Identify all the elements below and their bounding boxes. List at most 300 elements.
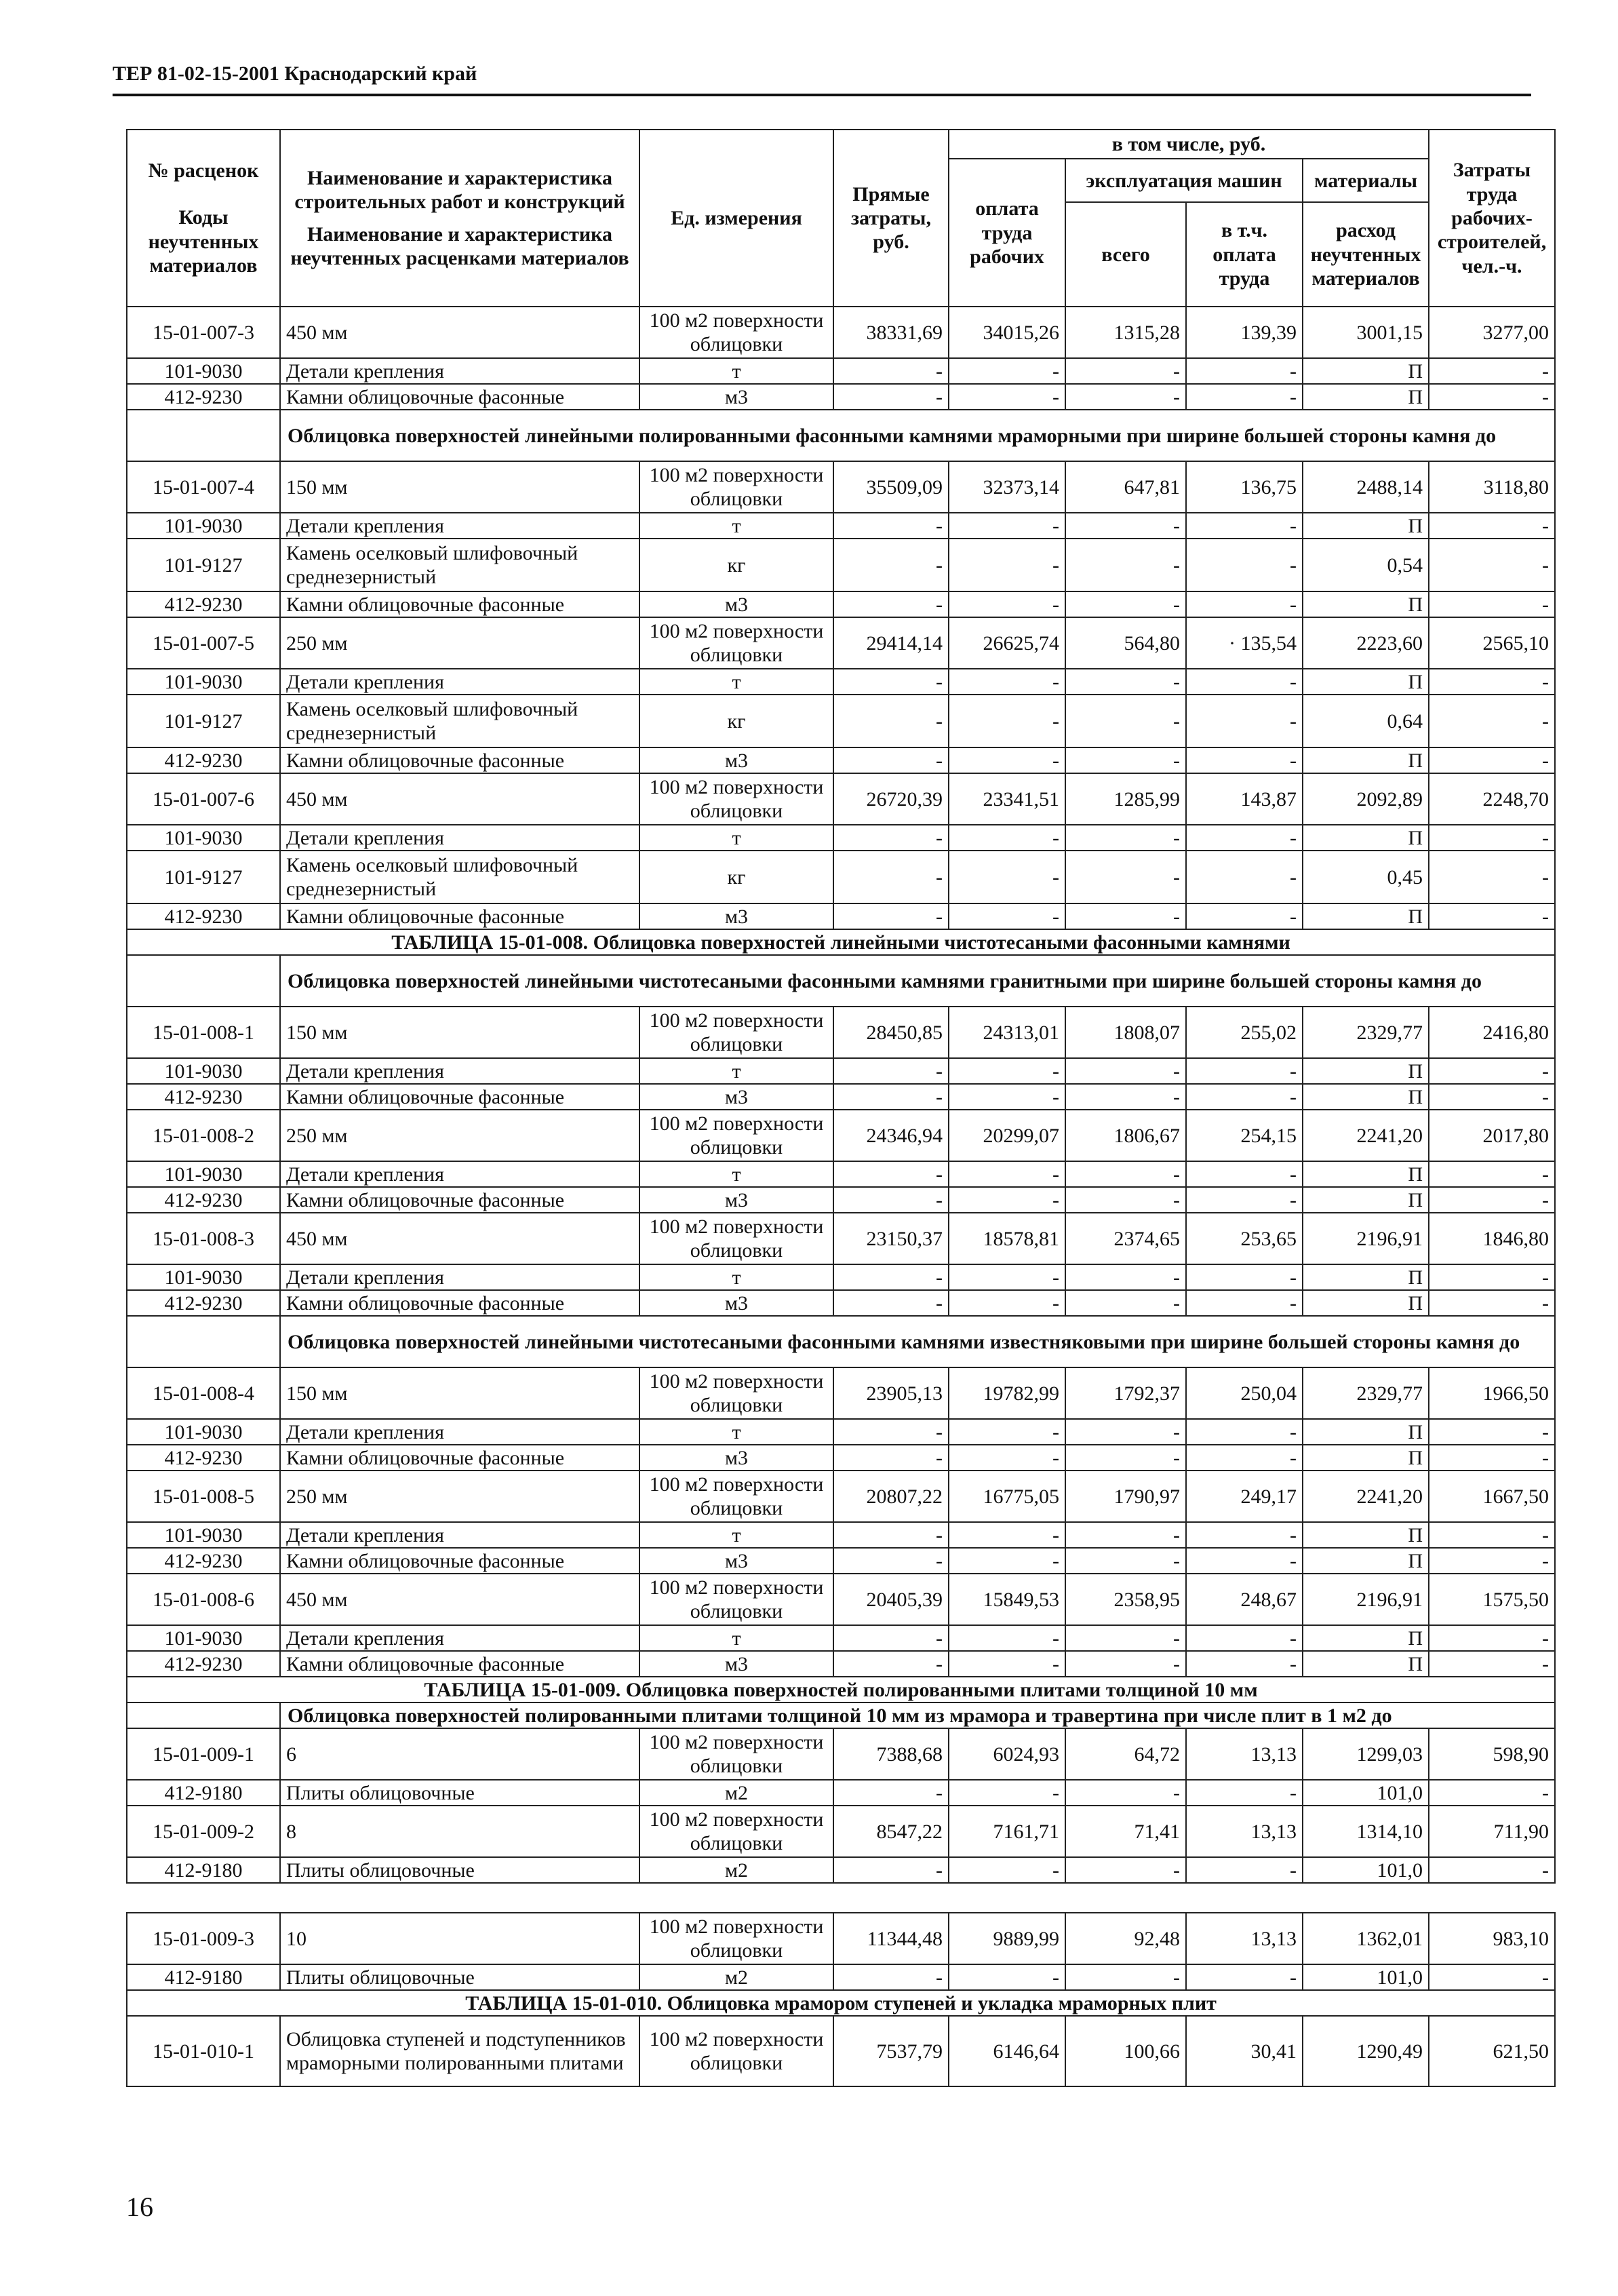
row-wages: - (949, 358, 1065, 384)
row-code: 101-9127 (127, 539, 280, 591)
rate-row (127, 1213, 1555, 1264)
col-materials-top: материалы (1303, 159, 1429, 202)
row-labor: - (1429, 539, 1555, 591)
row-direct-cost: 29414,14 (833, 617, 949, 669)
rate-row (127, 1806, 1555, 1857)
row-unit: 100 м2 поверхности облицовки (639, 1471, 833, 1522)
row-labor: - (1429, 851, 1555, 903)
row-wages: - (949, 1187, 1065, 1213)
col-name-top: Наименование и характеристика строительных работ и конструкций (294, 166, 625, 214)
row-materials: 0,45 (1303, 851, 1429, 903)
row-machines-wages: - (1186, 1290, 1303, 1316)
row-code: 101-9127 (127, 851, 280, 903)
row-labor: - (1429, 1964, 1555, 1990)
row-unit: м3 (639, 1084, 833, 1110)
row-unit: м2 (639, 1857, 833, 1883)
row-unit: т (639, 358, 833, 384)
row-machines-wages: 13,13 (1186, 1913, 1303, 1964)
row-code: 15-01-007-3 (127, 307, 280, 358)
row-code: 412-9230 (127, 747, 280, 773)
group-row (127, 1702, 1555, 1728)
table-caption: ТАБЛИЦА 15-01-008. Облицовка поверхностей линейными чистотесаными фасонными камнями (127, 929, 1555, 955)
row-unit: 100 м2 поверхности облицовки (639, 307, 833, 358)
row-unit: м3 (639, 1651, 833, 1677)
row-machines-wages: 30,41 (1186, 2016, 1303, 2086)
material-row (127, 1161, 1555, 1187)
row-wages: - (949, 669, 1065, 695)
row-machines-total: - (1065, 1161, 1186, 1187)
material-row (127, 695, 1555, 747)
row-name: Камни облицовочные фасонные (280, 1084, 639, 1110)
row-machines-total: 647,81 (1065, 461, 1186, 513)
row-labor: - (1429, 591, 1555, 617)
row-labor: 3118,80 (1429, 461, 1555, 513)
row-machines-wages: · 135,54 (1186, 617, 1303, 669)
row-labor: 983,10 (1429, 1913, 1555, 1964)
row-wages: 15849,53 (949, 1574, 1065, 1625)
row-direct-cost: 23150,37 (833, 1213, 949, 1264)
row-name: Камни облицовочные фасонные (280, 1651, 639, 1677)
rate-row (127, 1913, 1555, 1964)
row-machines-total: 1285,99 (1065, 773, 1186, 825)
row-name: 10 (280, 1913, 639, 1964)
row-labor: - (1429, 1625, 1555, 1651)
page-number: 16 (126, 2192, 153, 2222)
row-unit: т (639, 1264, 833, 1290)
row-code: 15-01-008-6 (127, 1574, 280, 1625)
row-unit: т (639, 669, 833, 695)
material-row (127, 591, 1555, 617)
row-direct-cost: 23905,13 (833, 1367, 949, 1419)
row-unit: м3 (639, 1290, 833, 1316)
row-machines-total: - (1065, 825, 1186, 851)
row-machines-total: - (1065, 539, 1186, 591)
row-name: Плиты облицовочные (280, 1857, 639, 1883)
row-wages: 6024,93 (949, 1728, 1065, 1780)
row-name: Камень оселковый шлифовочный среднезернистый (280, 539, 639, 591)
row-labor: - (1429, 513, 1555, 539)
row-machines-wages: - (1186, 747, 1303, 773)
row-machines-wages: 249,17 (1186, 1471, 1303, 1522)
row-machines-total: - (1065, 384, 1186, 410)
row-materials: П (1303, 1264, 1429, 1290)
row-machines-total: 1315,28 (1065, 307, 1186, 358)
row-code: 412-9230 (127, 1445, 280, 1471)
group-heading: Облицовка поверхностей линейными полированными фасонными камнями мраморными при ширине большей стороны камня до (280, 410, 1555, 461)
row-labor: 3277,00 (1429, 307, 1555, 358)
header-rule (113, 94, 1531, 96)
row-unit: м3 (639, 1548, 833, 1574)
row-labor: 598,90 (1429, 1728, 1555, 1780)
row-name: Камни облицовочные фасонные (280, 1290, 639, 1316)
col-code-header (127, 130, 280, 307)
rate-row (127, 307, 1555, 358)
rates-table-wrap (126, 129, 1554, 2087)
row-machines-total: - (1065, 1964, 1186, 1990)
row-materials: 101,0 (1303, 1780, 1429, 1806)
material-row (127, 1625, 1555, 1651)
row-labor: - (1429, 903, 1555, 929)
row-machines-total: 64,72 (1065, 1728, 1186, 1780)
row-direct-cost: 20807,22 (833, 1471, 949, 1522)
row-materials: П (1303, 358, 1429, 384)
row-name: Детали крепления (280, 1264, 639, 1290)
row-labor: 2248,70 (1429, 773, 1555, 825)
row-labor: - (1429, 695, 1555, 747)
row-machines-total: - (1065, 1058, 1186, 1084)
row-labor: - (1429, 1522, 1555, 1548)
row-machines-wages: - (1186, 1651, 1303, 1677)
row-labor: - (1429, 1187, 1555, 1213)
material-row (127, 539, 1555, 591)
row-labor: - (1429, 747, 1555, 773)
row-wages: 7161,71 (949, 1806, 1065, 1857)
row-machines-total: - (1065, 1625, 1186, 1651)
row-materials: 2241,20 (1303, 1471, 1429, 1522)
group-heading: Облицовка поверхностей линейными чистотесаными фасонными камнями известняковыми при ширине большей стороны камня до (280, 1316, 1555, 1367)
row-machines-wages: - (1186, 539, 1303, 591)
rate-row (127, 1007, 1555, 1058)
group-heading: Облицовка поверхностей полированными плитами толщиной 10 мм из мрамора и травертина при числе плит в 1 м2 до (280, 1702, 1555, 1728)
row-machines-wages: - (1186, 669, 1303, 695)
row-direct-cost: - (833, 591, 949, 617)
row-wages: - (949, 1290, 1065, 1316)
row-machines-wages: - (1186, 695, 1303, 747)
row-code: 15-01-009-2 (127, 1806, 280, 1857)
col-code-bottom: Коды неучтенных материалов (148, 206, 259, 277)
row-name: 450 мм (280, 1574, 639, 1625)
row-unit: 100 м2 поверхности облицовки (639, 1574, 833, 1625)
col-unit-header: Ед. измерения (639, 130, 833, 307)
row-code: 101-9030 (127, 1419, 280, 1445)
row-unit: м2 (639, 1964, 833, 1990)
row-machines-wages: - (1186, 1419, 1303, 1445)
row-direct-cost: - (833, 1857, 949, 1883)
row-labor: - (1429, 358, 1555, 384)
row-materials: 2196,91 (1303, 1574, 1429, 1625)
row-direct-cost: 38331,69 (833, 307, 949, 358)
rate-row (127, 2016, 1555, 2086)
row-wages: 19782,99 (949, 1367, 1065, 1419)
row-materials: 2241,20 (1303, 1110, 1429, 1161)
material-row (127, 669, 1555, 695)
row-wages: 23341,51 (949, 773, 1065, 825)
row-wages: - (949, 513, 1065, 539)
row-wages: - (949, 1548, 1065, 1574)
row-name: 150 мм (280, 461, 639, 513)
row-code: 412-9180 (127, 1964, 280, 1990)
row-name: Детали крепления (280, 1625, 639, 1651)
material-row (127, 1290, 1555, 1316)
material-row (127, 1857, 1555, 1883)
row-wages: - (949, 1857, 1065, 1883)
row-materials: П (1303, 1187, 1429, 1213)
row-machines-wages: - (1186, 358, 1303, 384)
row-machines-total: - (1065, 1419, 1186, 1445)
row-wages: - (949, 825, 1065, 851)
material-row (127, 1084, 1555, 1110)
row-machines-wages: 143,87 (1186, 773, 1303, 825)
col-labor-header: Затраты труда рабочих-строителей, чел.-ч. (1429, 130, 1555, 307)
row-wages: - (949, 384, 1065, 410)
col-machines-header: эксплуатация машин (1065, 159, 1303, 202)
row-machines-total: - (1065, 695, 1186, 747)
material-row (127, 1187, 1555, 1213)
row-wages: - (949, 1264, 1065, 1290)
row-name: Камни облицовочные фасонные (280, 1548, 639, 1574)
row-unit: 100 м2 поверхности облицовки (639, 2016, 833, 2086)
row-direct-cost: - (833, 384, 949, 410)
row-machines-total: - (1065, 1780, 1186, 1806)
row-unit: 100 м2 поверхности облицовки (639, 1213, 833, 1264)
row-direct-cost: 11344,48 (833, 1913, 949, 1964)
row-code: 101-9030 (127, 1264, 280, 1290)
row-machines-total: - (1065, 1187, 1186, 1213)
row-machines-total: - (1065, 1548, 1186, 1574)
col-wages-header: оплата труда рабочих (949, 159, 1065, 307)
row-machines-total: 1806,67 (1065, 1110, 1186, 1161)
rate-row (127, 1471, 1555, 1522)
row-unit: т (639, 1522, 833, 1548)
row-machines-total: 1792,37 (1065, 1367, 1186, 1419)
row-code: 101-9030 (127, 1522, 280, 1548)
row-machines-total: - (1065, 747, 1186, 773)
row-unit: 100 м2 поверхности облицовки (639, 1110, 833, 1161)
row-wages: - (949, 1651, 1065, 1677)
row-direct-cost: - (833, 1290, 949, 1316)
row-materials: П (1303, 384, 1429, 410)
row-materials: П (1303, 1419, 1429, 1445)
row-materials: П (1303, 591, 1429, 617)
row-name: 150 мм (280, 1367, 639, 1419)
row-machines-wages: 253,65 (1186, 1213, 1303, 1264)
row-code: 101-9030 (127, 358, 280, 384)
row-code: 15-01-009-1 (127, 1728, 280, 1780)
row-materials: П (1303, 1625, 1429, 1651)
row-code: 15-01-007-4 (127, 461, 280, 513)
row-direct-cost: - (833, 695, 949, 747)
group-row (127, 1316, 1555, 1367)
row-code: 101-9030 (127, 1161, 280, 1187)
row-unit: 100 м2 поверхности облицовки (639, 1728, 833, 1780)
row-machines-wages: - (1186, 825, 1303, 851)
row-labor: - (1429, 1445, 1555, 1471)
row-machines-total: 71,41 (1065, 1806, 1186, 1857)
row-materials: П (1303, 903, 1429, 929)
row-unit: 100 м2 поверхности облицовки (639, 773, 833, 825)
rate-row (127, 461, 1555, 513)
row-code: 412-9230 (127, 903, 280, 929)
row-machines-wages: - (1186, 384, 1303, 410)
row-code: 101-9030 (127, 513, 280, 539)
table-caption-row (127, 929, 1555, 955)
col-materials-bottom: расход неучтенных материалов (1303, 202, 1429, 307)
row-name: Камни облицовочные фасонные (280, 384, 639, 410)
row-code: 101-9030 (127, 1058, 280, 1084)
row-materials: П (1303, 1651, 1429, 1677)
row-direct-cost: - (833, 358, 949, 384)
row-unit: 100 м2 поверхности облицовки (639, 617, 833, 669)
row-machines-total: 2358,95 (1065, 1574, 1186, 1625)
row-direct-cost: 26720,39 (833, 773, 949, 825)
row-labor: - (1429, 1161, 1555, 1187)
row-code: 15-01-008-2 (127, 1110, 280, 1161)
row-name: Детали крепления (280, 513, 639, 539)
row-machines-total: - (1065, 1651, 1186, 1677)
row-direct-cost: 8547,22 (833, 1806, 949, 1857)
table-caption-row (127, 1990, 1555, 2016)
row-unit: м3 (639, 591, 833, 617)
row-direct-cost: - (833, 1187, 949, 1213)
material-row (127, 903, 1555, 929)
row-machines-wages: 248,67 (1186, 1574, 1303, 1625)
row-direct-cost: 24346,94 (833, 1110, 949, 1161)
row-name: Камни облицовочные фасонные (280, 903, 639, 929)
row-materials: 2329,77 (1303, 1007, 1429, 1058)
row-wages: 24313,01 (949, 1007, 1065, 1058)
row-name: 6 (280, 1728, 639, 1780)
row-machines-total: - (1065, 591, 1186, 617)
row-unit: м3 (639, 1187, 833, 1213)
rate-row (127, 1728, 1555, 1780)
row-name: Детали крепления (280, 358, 639, 384)
rate-row (127, 1110, 1555, 1161)
row-code: 412-9230 (127, 1084, 280, 1110)
row-code: 412-9230 (127, 1651, 280, 1677)
row-unit: т (639, 825, 833, 851)
row-direct-cost: 7388,68 (833, 1728, 949, 1780)
row-machines-wages: - (1186, 851, 1303, 903)
row-code: 15-01-008-1 (127, 1007, 280, 1058)
material-row (127, 384, 1555, 410)
col-incl-header: в том числе, руб. (949, 130, 1429, 159)
row-direct-cost: - (833, 1161, 949, 1187)
row-name: Детали крепления (280, 1161, 639, 1187)
material-row (127, 851, 1555, 903)
row-name: Камень оселковый шлифовочный среднезернистый (280, 695, 639, 747)
row-labor: - (1429, 1857, 1555, 1883)
row-materials: 2196,91 (1303, 1213, 1429, 1264)
rate-row (127, 617, 1555, 669)
row-name: Камни облицовочные фасонные (280, 1187, 639, 1213)
row-unit: м2 (639, 1780, 833, 1806)
row-wages: - (949, 695, 1065, 747)
row-machines-wages: - (1186, 1857, 1303, 1883)
row-unit: м3 (639, 747, 833, 773)
row-machines-wages: - (1186, 1964, 1303, 1990)
row-code: 412-9230 (127, 591, 280, 617)
material-row (127, 1264, 1555, 1290)
row-wages: 34015,26 (949, 307, 1065, 358)
row-wages: 32373,14 (949, 461, 1065, 513)
page-header: ТЕР 81-02-15-2001 Краснодарский край (113, 62, 477, 85)
row-direct-cost: 28450,85 (833, 1007, 949, 1058)
row-materials: 1314,10 (1303, 1806, 1429, 1857)
row-name: 8 (280, 1806, 639, 1857)
row-machines-wages: - (1186, 513, 1303, 539)
row-name: 450 мм (280, 307, 639, 358)
row-direct-cost: - (833, 669, 949, 695)
row-name: Камни облицовочные фасонные (280, 1445, 639, 1471)
row-direct-cost: - (833, 539, 949, 591)
table-caption: ТАБЛИЦА 15-01-009. Облицовка поверхностей полированными плитами толщиной 10 мм (127, 1677, 1555, 1702)
row-materials: П (1303, 1445, 1429, 1471)
row-machines-total: 564,80 (1065, 617, 1186, 669)
row-labor: 1667,50 (1429, 1471, 1555, 1522)
row-machines-wages: - (1186, 591, 1303, 617)
material-row (127, 1058, 1555, 1084)
row-name: 450 мм (280, 1213, 639, 1264)
table-header (127, 130, 1555, 307)
table-gap (127, 1883, 1555, 1913)
row-direct-cost: 35509,09 (833, 461, 949, 513)
row-name: Облицовка ступеней и подступенников мраморными полированными плитами (280, 2016, 639, 2086)
group-heading: Облицовка поверхностей линейными чистотесаными фасонными камнями гранитными при ширине большей стороны камня до (280, 955, 1555, 1007)
row-direct-cost: - (833, 1548, 949, 1574)
row-machines-wages: 13,13 (1186, 1728, 1303, 1780)
row-machines-wages: 13,13 (1186, 1806, 1303, 1857)
group-code-empty (127, 1316, 280, 1367)
row-wages: 20299,07 (949, 1110, 1065, 1161)
row-unit: т (639, 1161, 833, 1187)
row-wages: 16775,05 (949, 1471, 1065, 1522)
row-unit: 100 м2 поверхности облицовки (639, 1806, 833, 1857)
row-direct-cost: - (833, 1780, 949, 1806)
row-name: Детали крепления (280, 1522, 639, 1548)
row-code: 15-01-010-1 (127, 2016, 280, 2086)
material-row (127, 358, 1555, 384)
col-direct-header: Прямые затраты, руб. (833, 130, 949, 307)
row-unit: 100 м2 поверхности облицовки (639, 1367, 833, 1419)
row-machines-wages: 136,75 (1186, 461, 1303, 513)
table-caption: ТАБЛИЦА 15-01-010. Облицовка мрамором ступеней и укладка мраморных плит (127, 1990, 1555, 2016)
row-wages: - (949, 1780, 1065, 1806)
row-machines-total: - (1065, 1522, 1186, 1548)
row-code: 15-01-008-5 (127, 1471, 280, 1522)
row-labor: 2565,10 (1429, 617, 1555, 669)
row-machines-total: 92,48 (1065, 1913, 1186, 1964)
row-name: 250 мм (280, 1110, 639, 1161)
row-direct-cost: - (833, 825, 949, 851)
row-unit: м3 (639, 1445, 833, 1471)
row-wages: - (949, 1625, 1065, 1651)
row-machines-wages: - (1186, 1187, 1303, 1213)
row-machines-wages: 139,39 (1186, 307, 1303, 358)
row-wages: 6146,64 (949, 2016, 1065, 2086)
row-machines-total: - (1065, 1445, 1186, 1471)
material-row (127, 513, 1555, 539)
row-name: 450 мм (280, 773, 639, 825)
row-direct-cost: - (833, 1522, 949, 1548)
row-materials: 0,54 (1303, 539, 1429, 591)
row-machines-wages: - (1186, 1522, 1303, 1548)
row-materials: 2329,77 (1303, 1367, 1429, 1419)
row-machines-wages: - (1186, 903, 1303, 929)
row-machines-total: - (1065, 669, 1186, 695)
row-name: Плиты облицовочные (280, 1780, 639, 1806)
row-machines-total: - (1065, 1264, 1186, 1290)
row-direct-cost: 20405,39 (833, 1574, 949, 1625)
row-machines-wages: - (1186, 1445, 1303, 1471)
row-code: 412-9230 (127, 1290, 280, 1316)
row-materials: 1362,01 (1303, 1913, 1429, 1964)
row-code: 412-9230 (127, 1187, 280, 1213)
row-wages: - (949, 1522, 1065, 1548)
row-direct-cost: - (833, 747, 949, 773)
row-labor: 1966,50 (1429, 1367, 1555, 1419)
row-materials: П (1303, 513, 1429, 539)
row-name: Детали крепления (280, 825, 639, 851)
